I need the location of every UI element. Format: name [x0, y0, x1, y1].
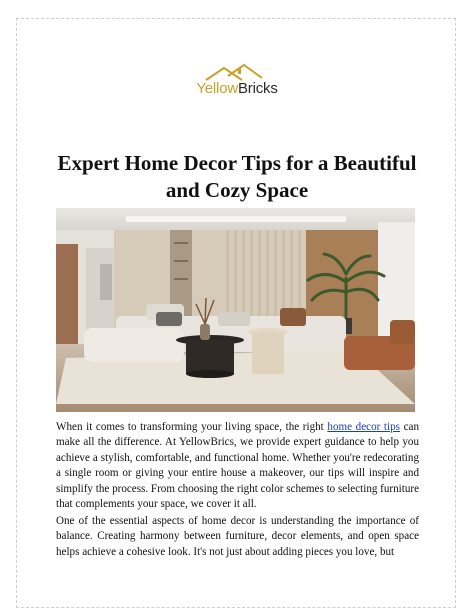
- intro-text-before-link: When it comes to transforming your living space, the right: [56, 421, 328, 433]
- intro-text-after-link: can make all the difference. At YellowBrics, we provide expert guidance to help you achieve a stylish, comfortable, and functional home. Whether you're redecorating a single room or giving your entire house a makeover, our tips will inspire and simplify the process. From choosing the right color schemes to selecting furniture that complements your space, we cover it all.: [56, 421, 419, 511]
- home-decor-tips-link[interactable]: home decor tips: [327, 421, 400, 433]
- hero-living-room-image: [56, 208, 415, 412]
- balance-paragraph: One of the essential aspects of home decor is understanding the importance of balance. Creating harmony between furniture, decor elements, and open space helps achieve a cohesive look. It's not just about adding pieces you love, but: [56, 515, 419, 558]
- intro-paragraph: [56, 420, 419, 512]
- brand-name-bricks: Bricks: [237, 80, 278, 97]
- article-title: Expert Home Decor Tips for a Beautiful and Cozy Space: [57, 151, 417, 202]
- brand-logo: [0, 80, 474, 97]
- brand-name-yellow: Yellow: [196, 80, 238, 97]
